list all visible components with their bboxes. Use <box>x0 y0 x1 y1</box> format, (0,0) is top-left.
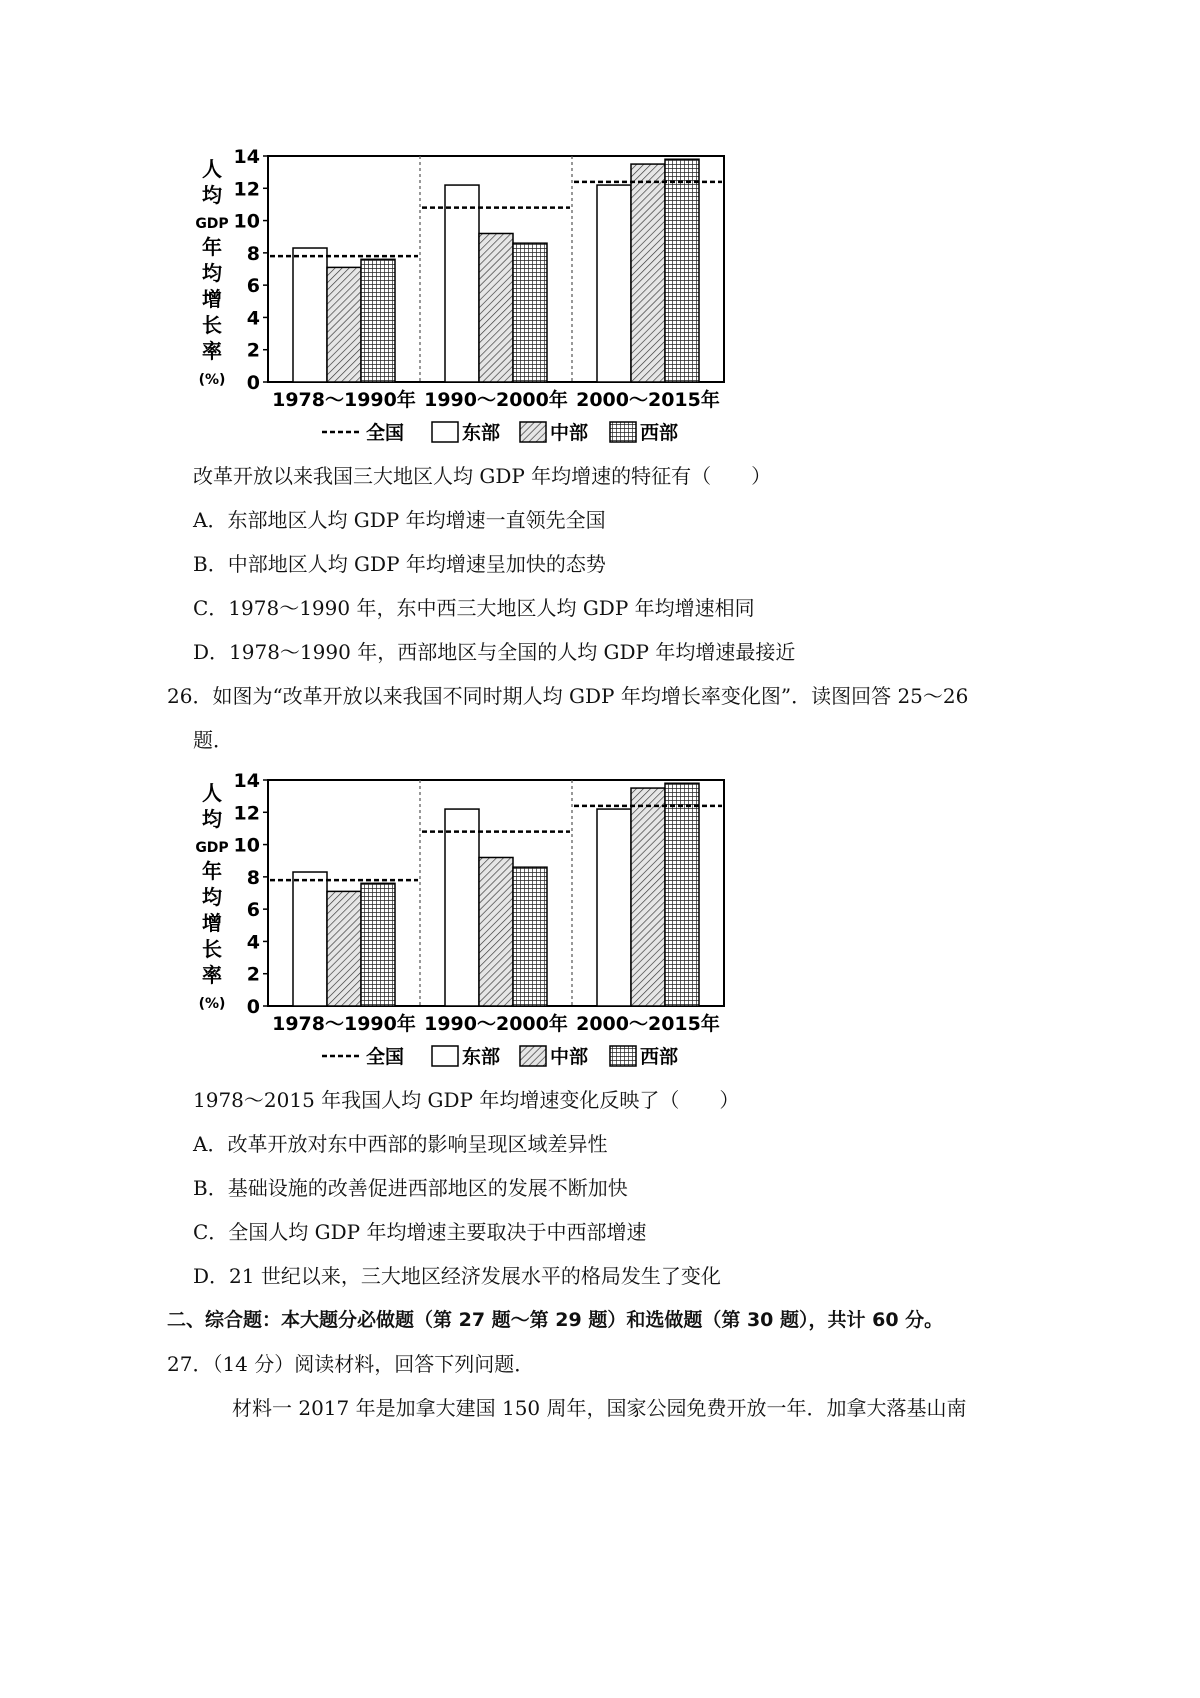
bar-中部 <box>631 164 665 382</box>
y-tick-label: 0 <box>246 996 260 1018</box>
y-axis-label-char: 年 <box>202 235 222 259</box>
y-tick-label: 8 <box>246 242 260 265</box>
q26-option-d: D．21 世纪以来，三大地区经济发展水平的格局发生了变化 <box>193 1264 721 1288</box>
y-axis-label-char: (%) <box>198 996 226 1012</box>
q25-stem: 改革开放以来我国三大地区人均 GDP 年均增速的特征有（ ） <box>193 464 772 488</box>
y-axis-label-char: 率 <box>202 339 222 363</box>
y-tick-label: 12 <box>233 802 260 825</box>
x-tick-label: 2000～2015年 <box>576 1013 720 1035</box>
bar-中部 <box>479 233 513 382</box>
q26-option-b: B．基础设施的改善促进西部地区的发展不断加快 <box>193 1176 628 1200</box>
q26-option-a: A．改革开放对东中西部的影响呈现区域差异性 <box>193 1132 608 1156</box>
bar-东部 <box>445 185 479 382</box>
bar-西部 <box>361 883 395 1006</box>
bar-西部 <box>665 783 699 1006</box>
y-axis-label-char: 率 <box>202 963 222 987</box>
y-axis-label-char: 均 <box>202 183 222 207</box>
material-1: 材料一 2017 年是加拿大建国 150 周年，国家公园免费开放一年．加拿大落基山南 <box>232 1396 967 1420</box>
y-tick-label: 6 <box>246 899 260 922</box>
q25-option-c: C．1978～1990 年，东中西三大地区人均 GDP 年均增速相同 <box>193 596 755 620</box>
y-axis-label-char: 均 <box>202 885 222 909</box>
y-axis-label-char: 均 <box>202 807 222 831</box>
y-axis-label-char: 长 <box>202 937 222 961</box>
y-axis-label-char: 人 <box>202 157 222 181</box>
legend-swatch-中部 <box>520 422 546 442</box>
bar-中部 <box>479 857 513 1006</box>
y-axis-label-char: 均 <box>202 261 222 285</box>
bar-东部 <box>445 809 479 1006</box>
legend-label: 中部 <box>550 422 589 444</box>
bar-西部 <box>513 867 547 1006</box>
gdp-growth-chart-2 <box>195 770 800 1092</box>
y-axis-label-char: 增 <box>202 287 222 311</box>
y-axis-label-char: GDP <box>195 216 229 232</box>
legend-swatch-中部 <box>520 1046 546 1066</box>
legend-label: 东部 <box>462 1046 501 1068</box>
legend-swatch-东部 <box>432 422 458 442</box>
y-tick-label: 14 <box>233 770 260 792</box>
q25-option-a: A．东部地区人均 GDP 年均增速一直领先全国 <box>193 508 606 532</box>
legend-label: 全国 <box>366 1046 405 1068</box>
y-axis-label-char: 长 <box>202 313 222 337</box>
legend-label: 东部 <box>462 422 501 444</box>
chart-svg <box>195 770 800 1092</box>
q25-option-b: B．中部地区人均 GDP 年均增速呈加快的态势 <box>193 552 606 576</box>
y-axis-label-char: (%) <box>198 372 226 388</box>
q26-intro-cont: 题． <box>193 728 233 752</box>
y-tick-label: 8 <box>246 866 260 889</box>
bar-西部 <box>361 259 395 382</box>
bar-东部 <box>293 872 327 1006</box>
q26-option-c: C．全国人均 GDP 年均增速主要取决于中西部增速 <box>193 1220 647 1244</box>
legend-label: 西部 <box>640 422 679 444</box>
legend <box>322 1045 678 1068</box>
x-tick-label: 1978～1990年 <box>272 1013 416 1035</box>
bar-东部 <box>597 809 631 1006</box>
x-tick-label: 1990～2000年 <box>424 389 568 411</box>
bar-东部 <box>293 248 327 382</box>
bar-中部 <box>327 891 361 1006</box>
legend-swatch-西部 <box>610 422 636 442</box>
y-tick-label: 4 <box>246 307 260 330</box>
bar-西部 <box>665 159 699 382</box>
y-axis-label-char: 年 <box>202 859 222 883</box>
y-axis-label-char: 增 <box>202 911 222 935</box>
x-tick-label: 1990～2000年 <box>424 1013 568 1035</box>
legend-label: 中部 <box>550 1046 589 1068</box>
legend-swatch-西部 <box>610 1046 636 1066</box>
y-tick-label: 10 <box>233 834 260 857</box>
y-axis-label-char: 人 <box>202 781 222 805</box>
bar-西部 <box>513 243 547 382</box>
gdp-growth-chart-1 <box>195 146 800 468</box>
y-tick-label: 0 <box>246 372 260 394</box>
q27-title: 27．（14 分）阅读材料，回答下列问题． <box>167 1352 535 1376</box>
y-tick-label: 2 <box>246 339 260 362</box>
bar-中部 <box>631 788 665 1006</box>
section2-heading: 二、综合题：本大题分必做题（第 27 题～第 29 题）和选做题（第 30 题），共计 60 分。 <box>167 1309 944 1331</box>
y-axis-label-char: GDP <box>195 840 229 856</box>
q25-option-d: D．1978～1990 年，西部地区与全国的人均 GDP 年均增速最接近 <box>193 640 796 664</box>
y-tick-label: 6 <box>246 275 260 298</box>
legend-swatch-东部 <box>432 1046 458 1066</box>
x-tick-label: 1978～1990年 <box>272 389 416 411</box>
y-tick-label: 2 <box>246 963 260 986</box>
legend-label: 西部 <box>640 1046 679 1068</box>
y-tick-label: 10 <box>233 210 260 233</box>
y-tick-label: 12 <box>233 178 260 201</box>
chart-svg <box>195 146 800 468</box>
legend <box>322 421 678 444</box>
q26-stem: 1978～2015 年我国人均 GDP 年均增速变化反映了（ ） <box>193 1088 740 1112</box>
x-tick-label: 2000～2015年 <box>576 389 720 411</box>
bar-东部 <box>597 185 631 382</box>
q26-intro: 26．如图为“改革开放以来我国不同时期人均 GDP 年均增长率变化图”．读图回答 25～26 <box>167 684 969 708</box>
y-tick-label: 4 <box>246 931 260 954</box>
bar-中部 <box>327 267 361 382</box>
y-tick-label: 14 <box>233 146 260 168</box>
legend-label: 全国 <box>366 422 405 444</box>
